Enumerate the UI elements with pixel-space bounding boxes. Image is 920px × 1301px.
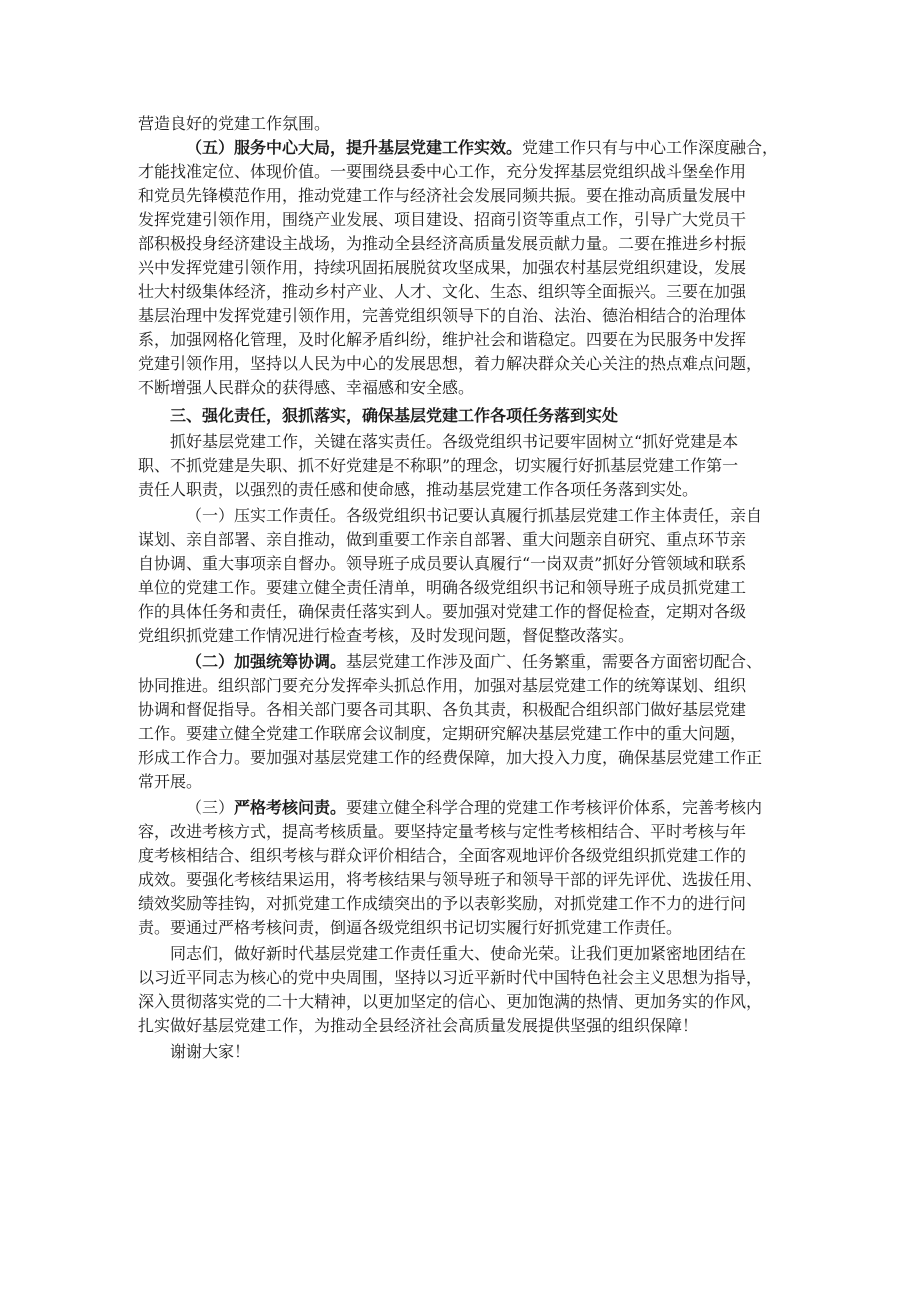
paragraph-line: 和党员先锋模范作用，推动党建工作与经济社会发展同频共振。要在推动高质量发展中: [138, 186, 747, 205]
paragraph-line: 部积极投身经济建设主战场，为推动全县经济高质量发展贡献力量。二要在推进乡村振: [138, 234, 747, 253]
paragraph-line: 工作。要建立健全党建工作联席会议制度，定期研究解决基层党建工作中的重大问题，: [138, 724, 747, 743]
paragraph-text: 党建工作只有与中心工作深度融合，: [522, 138, 779, 157]
paragraph-line: 协同推进。组织部门要充分发挥牵头抓总作用，加强对基层党建工作的统筹谋划、组织: [138, 676, 747, 695]
sub-two-first-line: [186, 650, 788, 674]
sub-two-lead: （二）加强统筹协调。: [186, 652, 347, 671]
paragraph-line: 责任人职责，以强烈的责任感和使命感，推动基层党建工作各项任务落到实处。: [138, 480, 699, 499]
paragraph-line: 自协调、重大事项亲自督办。领导班子成员要认真履行“一岗双责”抓好分管领域和联系: [138, 554, 747, 573]
paragraph-line: 抓好基层党建工作，关键在落实责任。各级党组织书记要牢固树立“抓好党建是本: [170, 432, 739, 451]
paragraph-line: 作的具体任务和责任，确保责任落实到人。要加强对党建工作的督促检查，定期对各级: [138, 602, 747, 621]
sub-three-first-line: [186, 796, 788, 820]
paragraph-line: 协调和督促指导。各相关部门要各司其职、各负其责，积极配合组织部门做好基层党建: [138, 700, 747, 719]
paragraph-line: 发挥党建引领作用，围绕产业发展、项目建设、招商引资等重点工作，引导广大党员干: [138, 210, 747, 229]
paragraph-line: 成效。要强化考核结果运用，将考核结果与领导班子和领导干部的评先评优、选拔任用、: [138, 870, 763, 889]
paragraph-line: 才能找准定位、体现价值。一要围绕县委中心工作，充分发挥基层党组织战斗堡垒作用: [138, 162, 747, 181]
paragraph-line: 同志们，做好新时代基层党建工作责任重大、使命光荣。让我们更加紧密地团结在: [170, 944, 747, 963]
paragraph-line: 职、不抓党建是失职、抓不好党建是不称职”的理念，切实履行好抓基层党建工作第一: [138, 456, 739, 475]
paragraph-line: 容，改进考核方式，提高考核质量。要坚持定量考核与定性考核相结合、平时考核与年: [138, 822, 747, 841]
paragraph-line: 度考核相结合、组织考核与群众评价相结合，全面客观地评价各级党组织抓党建工作的: [138, 846, 747, 865]
paragraph-line: 党组织抓党建工作情况进行检查考核，及时发现问题，督促整改落实。: [138, 626, 635, 645]
section-five-lead: （五）服务中心大局，提升基层党建工作实效。: [186, 138, 523, 157]
section-heading: 三、强化责任，狠抓落实，确保基层党建工作各项任务落到实处: [170, 406, 619, 425]
paragraph-line: （一）压实工作责任。各级党组织书记要认真履行抓基层党建工作主体责任，亲自: [186, 506, 763, 525]
paragraph-line: 营造良好的党建工作氛围。: [138, 114, 331, 133]
paragraph-line: 党建引领作用，坚持以人民为中心的发展思想，着力解决群众关心关注的热点难点问题，: [138, 354, 763, 373]
paragraph-line: 深入贯彻落实党的二十大精神，以更加坚定的信心、更加饱满的热情、更加务实的作风，: [138, 992, 763, 1011]
paragraph-line: 系，加强网格化管理，及时化解矛盾纠纷，维护社会和谐稳定。四要在为民服务中发挥: [138, 330, 747, 349]
paragraph-line: 基层治理中发挥党建引领作用，完善党组织领导下的自治、法治、德治相结合的治理体: [138, 306, 747, 325]
paragraph-line: 壮大村级集体经济，推动乡村产业、人才、文化、生态、组织等全面振兴。三要在加强: [138, 282, 747, 301]
paragraph-line: 责。要通过严格考核问责，倒逼各级党组织书记切实履行好抓党建工作责任。: [138, 918, 683, 937]
paragraph-line: 常开展。: [138, 772, 203, 791]
paragraph-line: 绩效奖励等挂钩，对抓党建工作成绩突出的予以表彰奖励，对抓党建工作不力的进行问: [138, 894, 747, 913]
paragraph-line: 单位的党建工作。要建立健全责任清单，明确各级党组织书记和领导班子成员抓党建工: [138, 578, 747, 597]
paragraph-line: 形成工作合力。要加强对基层党建工作的经费保障，加大投入力度，确保基层党建工作正: [138, 748, 763, 767]
paragraph-line: 扎实做好基层党建工作，为推动全县经济社会高质量发展提供坚强的组织保障！: [138, 1016, 699, 1035]
paragraph-line: 以习近平同志为核心的党中央周围，坚持以习近平新时代中国特色社会主义思想为指导，: [138, 968, 763, 987]
section-five-first-line: [186, 136, 788, 160]
paragraph-line: 谋划、亲自部署、亲自推动，做到重要工作亲自部署、重大问题亲自研究、重点环节亲: [138, 530, 747, 549]
paragraph-line: 兴中发挥党建引领作用，持续巩固拓展脱贫攻坚成果，加强农村基层党组织建设，发展: [138, 258, 747, 277]
sub-three-number: （三）: [186, 798, 235, 817]
sub-three-lead: 严格考核问责。: [234, 798, 347, 817]
paragraph-text: 基层党建工作涉及面广、任务繁重，需要各方面密切配合、: [346, 652, 763, 671]
paragraph-line: 不断增强人民群众的获得感、幸福感和安全感。: [138, 378, 475, 397]
thanks-line: 谢谢大家！: [170, 1042, 251, 1061]
paragraph-text: 要建立健全科学合理的党建工作考核评价体系，完善考核内: [346, 798, 763, 817]
